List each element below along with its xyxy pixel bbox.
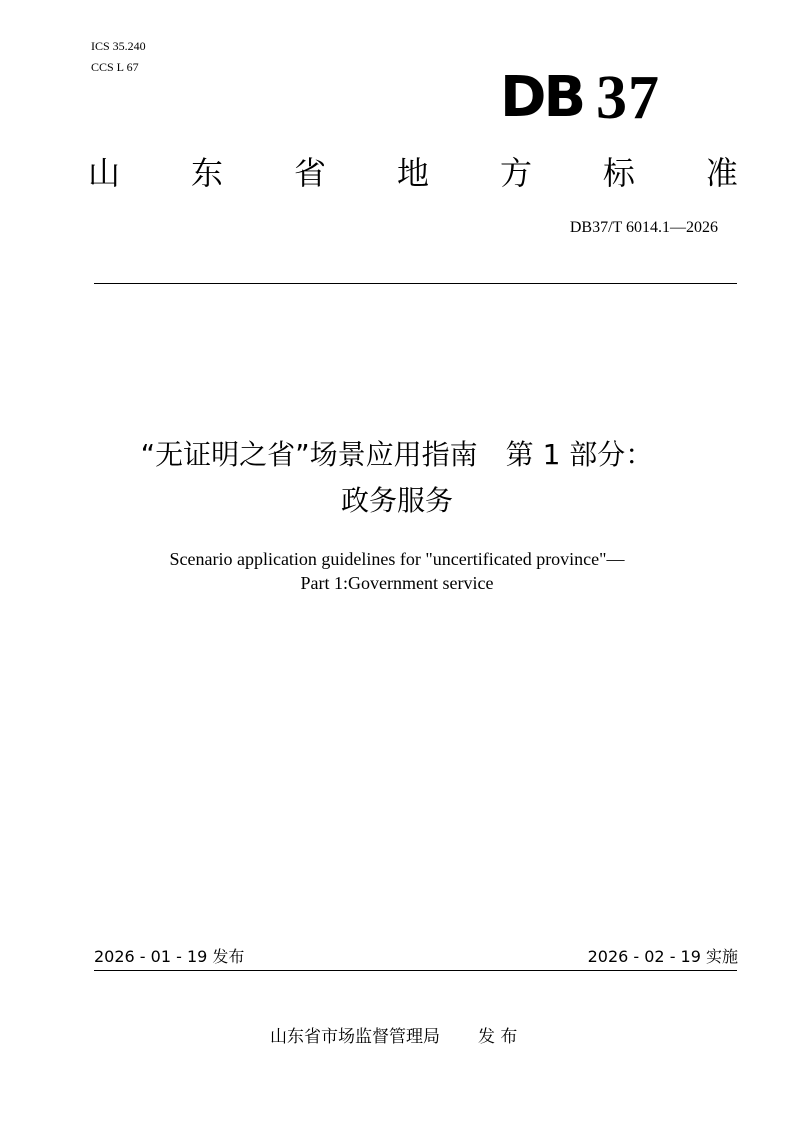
document-number: DB37/T 6014.1—2026	[569, 219, 718, 236]
ics-code: ICS 35.240	[91, 39, 146, 53]
logo-db: DB	[500, 65, 584, 130]
english-title-line-2: Part 1:Government service	[300, 573, 494, 593]
db37-logo	[500, 66, 690, 130]
title-char: 准	[705, 154, 738, 192]
title-char: 东	[190, 154, 223, 192]
title-char: 地	[396, 154, 429, 192]
top-divider	[94, 283, 737, 284]
title-char: 方	[499, 154, 532, 192]
issue-date: 2026 - 01 - 19 发布	[94, 947, 245, 966]
chinese-title-line-1: “无证明之省”场景应用指南 第 1 部分：	[140, 438, 654, 471]
chinese-title	[60, 432, 734, 524]
publisher	[270, 1026, 517, 1048]
title-char: 山	[88, 154, 121, 192]
standard-type-title	[88, 150, 738, 196]
publish-action: 发 布	[478, 1027, 518, 1047]
bottom-divider	[94, 970, 737, 971]
english-title	[60, 547, 734, 595]
title-char: 标	[602, 154, 635, 192]
chinese-title-line-2: 政务服务	[340, 484, 453, 517]
logo-number: 37	[596, 64, 660, 132]
english-title-line-1: Scenario application guidelines for "uncertificated province"—	[169, 549, 625, 569]
title-char: 省	[293, 154, 326, 192]
ccs-code: CCS L 67	[91, 60, 139, 74]
publisher-name: 山东省市场监督管理局	[270, 1027, 440, 1047]
implementation-date: 2026 - 02 - 19 实施	[587, 947, 738, 966]
